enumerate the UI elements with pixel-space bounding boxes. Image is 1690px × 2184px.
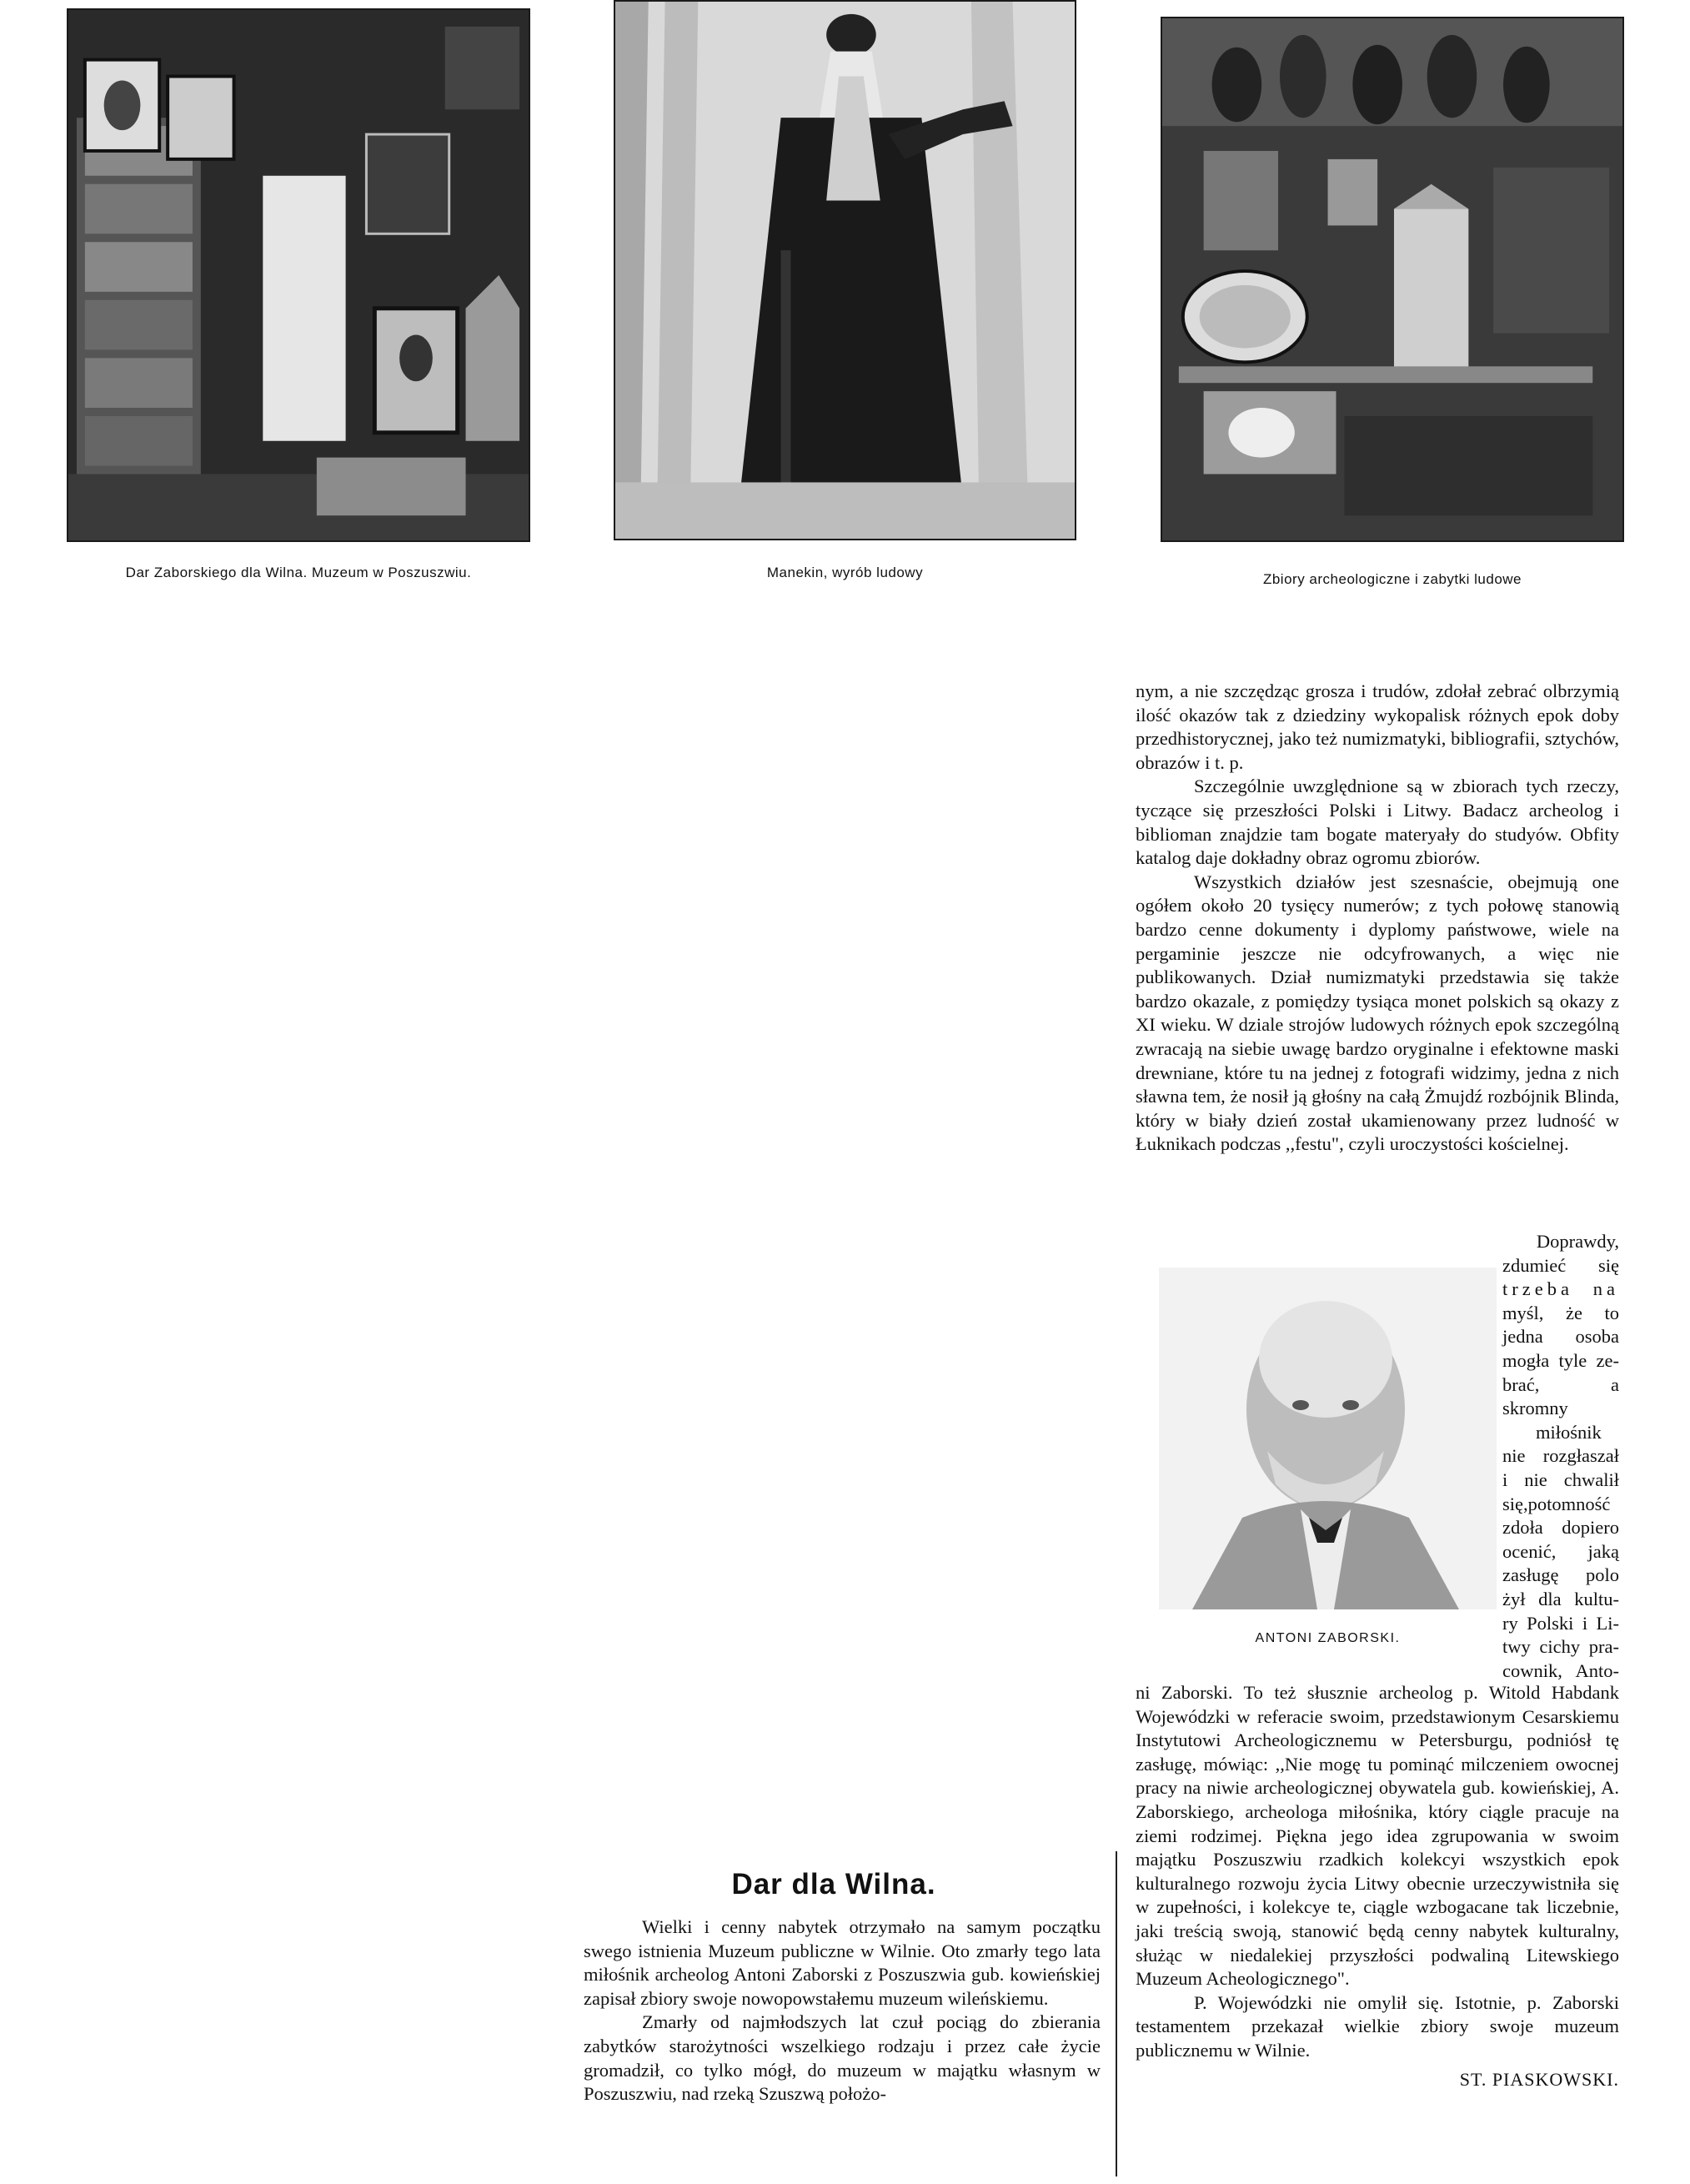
- narrow-line: trzeba na: [1502, 1278, 1619, 1300]
- narrow-line: myśl, że to: [1502, 1302, 1619, 1323]
- narrow-line: miłośnik: [1536, 1421, 1602, 1443]
- left-paragraph-2: Zmarły od najmłodszych lat czuł pociąg do zbierania zabytków starożytności wszelkiego rodzaju i przez całe życie gromadził, co tylko mógł, do muzeum w majątku własnym w Poszuszwiu, nad rzeką Szuszwą położo-: [584, 2011, 1101, 2105]
- right-paragraph-2: Szczególnie uwzględnione są w zbiorach tych rzeczy, tyczące się przeszłości Polski i Litwy. Badacz archeolog i biblioman znajdzie tam bogate materyały do studyów. Obfity katalog daje dokładny obraz ogromu zbiorów.: [1136, 776, 1619, 869]
- right-paragraph-1: nym, a nie szczędząc grosza i trudów, zdołał zebrać olbrzymią ilość okazów tak z dziedziny wykopalisk różnych epok doby przedhistorycznej, jako też numizmatyki, bibliografii, sztychów, obrazów i t. p.: [1136, 680, 1619, 773]
- narrow-line: zdoła dopiero: [1502, 1517, 1619, 1539]
- right-paragraph-5: P. Wojewódzki nie omylił się. Istotnie, p. Zaborski testamentem przekazał wielkie zbiory swoje muzeum publicznemu w Wilnie.: [1136, 1991, 1619, 2061]
- left-column: [584, 1915, 1101, 2106]
- narrow-line: Doprawdy,: [1536, 1231, 1619, 1252]
- photo-mannequin: [614, 0, 1076, 540]
- article-title: Dar dla Wilna.: [731, 1868, 936, 1900]
- narrow-text: [1502, 1230, 1619, 1683]
- caption-mannequin: Manekin, wyrób ludowy: [766, 565, 924, 580]
- portrait-photo: [1159, 1268, 1497, 1609]
- narrow-line: jedna osoba: [1502, 1326, 1619, 1348]
- narrow-line: cownik, Anto-: [1502, 1659, 1619, 1681]
- narrow-line: się,potomność: [1502, 1493, 1611, 1514]
- right-paragraph-3: Wszystkich działów jest szesnaście, obejmują one ogółem około 20 tysięcy numerów; z tych połowę stanowią bardzo cenne dokumenty i dyplomy państwowe, wiele na pergaminie jeszcze nie odcyfrowanych, a więc nie publikowanych. Dział numizmatyki przedstawia się także bardzo okazale, z pomiędzy tysiąca monet polskich są okazy z XI wieku. W dziale strojów ludowych różnych epok szczególną zwracają na siebie uwagę bardzo oryginalne i efektowne maski drewniane, które tu na jednej z fotografi widzimy, jedna z nich sławna tem, że nosił ją głośny na całą Żmujdź rozbójnik Blinda, który w biały dzień został ukamienowany przez ludność w Łuknikach podczas ,,festu", czyli uroczystości kościelnej.: [1136, 871, 1619, 1155]
- caption-museum-room: Dar Zaborskiego dla Wilna. Muzeum w Poszuszwiu.: [125, 565, 472, 580]
- narrow-line: brać, a skromny: [1502, 1373, 1619, 1419]
- narrow-line: mogła tyle ze-: [1502, 1349, 1619, 1371]
- portrait-caption: ANTONI ZABORSKI.: [1255, 1631, 1401, 1645]
- caption-collections: Zbiory archeologiczne i zabytki ludowe: [1262, 571, 1522, 587]
- right-column-top: [1136, 680, 1619, 1157]
- photo-museum-room: [67, 8, 530, 542]
- right-column-bottom: [1136, 1681, 1619, 2091]
- right-paragraph-4: ni Zaborski. To też słusznie archeolog p. Witold Habdank Wojewódzki w referacie swoim, przedstawionym Cesarskiemu Instytutowi Archeologicznemu w Petersburgu, podniósł tę zasługę, mówiąc: ,,Nie mogę tu pominąć milczeniem owocnej pracy na niwie archeologicznej obywatela gub. kowieńskiej, A. Zaborskiego, archeologa miłośnika, który ciągle pracuje na ziemi rodzimej. Piękna jego idea zgrupowania w swoim majątku Poszuszwiu rzadkich kolekcyi wszystkich epok kulturalnego rozwoju życia Litwy obecnie urzeczywistniła się w zupełności, i kolekcye te, ciągle wzbogacane tak liczebnie, jaki treścią swoją, stanowić będą cenny nabytek kulturalny, służąc w niedalekiej przyszłości podwaliną Litewskiego Muzeum Acheologicznego".: [1136, 1682, 1619, 1990]
- narrow-line: żył dla kultu-: [1502, 1588, 1619, 1609]
- narrow-line: nie rozgłaszał: [1502, 1445, 1619, 1467]
- narrow-line: zasługę polo: [1502, 1564, 1619, 1586]
- narrow-line: i nie chwalił: [1502, 1469, 1619, 1490]
- narrow-line: ry Polski i Li-: [1502, 1612, 1619, 1634]
- narrow-line: twy cichy pra-: [1502, 1636, 1619, 1658]
- author-signature: ST. PIASKOWSKI.: [1459, 2068, 1619, 2090]
- column-divider: [1116, 1851, 1117, 2176]
- left-paragraph-1: Wielki i cenny nabytek otrzymało na samym początku swego istnienia Muzeum publiczne w Wilnie. Oto zmarły tego lata miłośnik archeolog Antoni Zaborski z Poszuszwia gub. kowieńskiej zapisał zbiory swoje nowopowstałemu muzeum wileńskiemu.: [584, 1916, 1101, 2009]
- narrow-line: ocenić, jaką: [1502, 1540, 1619, 1562]
- narrow-line: zdumieć się: [1502, 1254, 1619, 1276]
- photo-collections: [1161, 17, 1624, 542]
